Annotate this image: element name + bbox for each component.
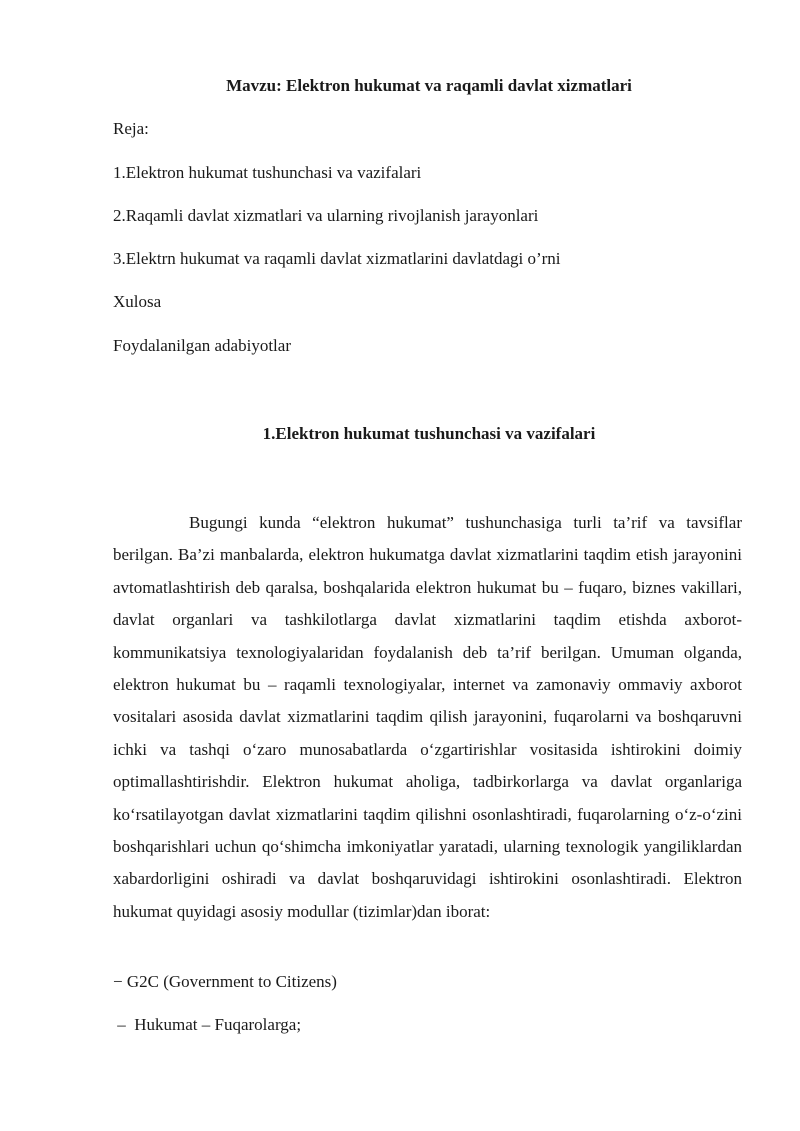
body-paragraph: Bugungi kunda “elektron hukumat” tushunchasiga turli ta’rif va tavsiflar berilgan. Ba’zi manbalarda, elektron hukumatga davlat xizmatlarini taqdim etish jarayonini avtomatlashtirish deb qaralsa, boshqalarida elektron hukumat bu – fuqaro, biznes vakillari, davlat organlari va tashkilotlarga davlat xizmatlarini taqdim etishda axborot-kommunikatsiya texnologiyalaridan foydalanish deb ta’rif berilgan. Umuman olganda, elektron hukumat bu – raqamli texnologiyalar, internet va zamonaviy ommaviy axborot vositalari asosida davlat xizmatlarini taqdim qilish jarayonini, fuqarolarni va boshqaruvni ichki va tashqi oʻzaro munosabatlarda oʻzgartirishlar vositasida ishtirokini doimiy optimallashtirishdir. Elektron hukumat aholiga, tadbirkorlarga va davlat organlariga koʻrsatilayotgan davlat xizmatlarini taqdim qilishni osonlashtiradi, fuqarolarning oʻz-oʻzini boshqarishlari uchun qoʻshimcha imkoniyatlar yaratadi, ularning texnologik yangiliklardan xabardorligini oshiradi va davlat boshqaruvidagi ishtirokini osonlashtiradi. Elektron hukumat quyidagi asosiy modullar (tizimlar)dan iborat: — [113, 513, 742, 921]
plan-item-references: Foydalanilgan adabiyotlar — [113, 336, 291, 355]
document-title: Mavzu: Elektron hukumat va raqamli davlat xizmatlari — [226, 76, 632, 95]
list-line-g2c: − G2C (Government to Citizens) — [113, 972, 337, 991]
plan-item-conclusion: Xulosa — [113, 292, 162, 311]
plan-label: Reja: — [113, 119, 149, 138]
list-line-government-citizens: – Hukumat – Fuqarolarga; — [113, 1015, 302, 1034]
plan-item-1: 1.Elektron hukumat tushunchasi va vazifalari — [113, 163, 422, 182]
plan-item-2: 2.Raqamli davlat xizmatlari va ularning rivojlanish jarayonlari — [113, 206, 539, 225]
plan-item-3: 3.Elektrn hukumat va raqamli davlat xizmatlarini davlatdagi o’rni — [113, 249, 561, 268]
section-heading: 1.Elektron hukumat tushunchasi va vazifalari — [262, 424, 596, 443]
